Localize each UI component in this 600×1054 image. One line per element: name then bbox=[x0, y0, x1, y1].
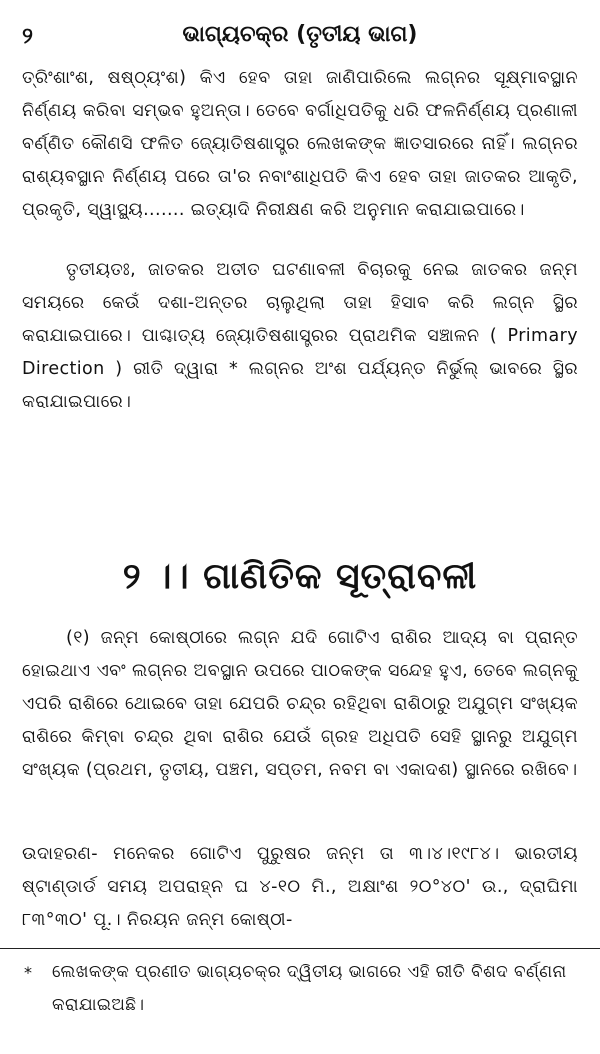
section-paragraph-2: ଉଦାହରଣ- ମନେକର ଗୋଟିଏ ପୁରୁଷର ଜନ୍ମ ତା ୩।୪।୧୯୮୪। ଭାରତୀୟ ଷ୍ଟାଣ୍ଡାର୍ଡ ସମୟ ଅପରାହ୍ନ ଘ ୪-୧୦ ମି., ଅକ୍ଷାଂଶ ୨୦°୪୦' ଉ., ଦ୍ରାଘିମା ୮୩°୩୦' ପୂ.। ନିରୟନ ଜନ୍ମ କୋଷ୍ଠୀ- bbox=[22, 844, 578, 930]
section-heading: ୨ ।। ଗାଣିତିକ ସୂତ୍ରାବଳୀ bbox=[122, 555, 478, 597]
body-paragraph-2: ତୃତୀୟତଃ, ଜାତକର ଅତୀତ ଘଟଣାବଳୀ ବିଚାରକୁ ନେଇ ଜାତକର ଜନ୍ମ ସମୟରେ କେଉଁ ଦଶା-ଅନ୍ତର ଚାଲୁଥିଲା ତାହା ହିସାବ କରି ଲଗ୍ନ ସ୍ଥିର କରାଯାଇପାରେ। ପାଶ୍ଚାତ୍ୟ ଜ୍ୟୋତିଷଶାସ୍ତ୍ରର ପ୍ରାଥମିକ ସଞ୍ଚାଳନ ( Primary Direction ) ରୀତି ଦ୍ୱାରା * ଲଗ୍ନର ଅଂଶ ପର୍ଯ୍ୟନ୍ତ ନିର୍ଭୁଲ୍ ଭାବରେ ସ୍ଥିର କରାଯାଇପାରେ। bbox=[22, 260, 578, 412]
footnote-divider bbox=[0, 948, 600, 949]
footnote-text: ଲେଖକଙ୍କ ପ୍ରଣୀତ ଭାଗ୍ୟଚକ୍ର ଦ୍ୱିତୀୟ ଭାଗରେ ଏହି ରୀତି ବିଶଦ ବର୍ଣ୍ଣନା କରାଯାଇଅଛି। bbox=[52, 962, 567, 1015]
running-header-title: ଭାଗ୍ୟଚକ୍ର (ତୃତୀୟ ଭାଗ) bbox=[182, 22, 418, 47]
footnote bbox=[22, 956, 578, 1022]
body-paragraph-1: ତ୍ରିଂଶାଂଶ, ଷଷ୍ଠ୍ୟଂଶ) କିଏ ହେବ ତାହା ଜାଣିପାରିଲେ ଲଗ୍ନର ସୂକ୍ଷ୍ମାବସ୍ଥାନ ନିର୍ଣ୍ଣୟ କରିବା ସମ୍ଭବ ହୁଅନ୍ତା। ତେବେ ବର୍ଗାଧିପତିକୁ ଧରି ଫଳନିର୍ଣ୍ଣୟ ପ୍ରଣାଳୀ ବର୍ଣ୍ଣିତ କୌଣସି ଫଳିତ ଜ୍ୟୋତିଷଶାସ୍ତ୍ର ଲେଖକଙ୍କ ଜ୍ଞାତସାରରେ ନାହିଁ। ଲଗ୍ନର ରାଶ୍ୟବସ୍ଥାନ ନିର୍ଣ୍ଣୟ ପରେ ତା'ର ନବାଂଶାଧିପତି କିଏ ହେବ ତାହା ଜାତକର ଆକୃତି, ପ୍ରକୃତି, ସ୍ୱାସ୍ଥ୍ୟ....... ଇତ୍ୟାଦି ନିରୀକ୍ଷଣ କରି ଅନୁମାନ କରାଯାଇପାରେ। bbox=[22, 68, 578, 220]
running-header bbox=[22, 22, 578, 56]
footnote-marker: * bbox=[24, 963, 32, 982]
section-paragraph-1: (୧) ଜନ୍ମ କୋଷ୍ଠୀରେ ଲଗ୍ନ ଯଦି ଗୋଟିଏ ରାଶିର ଆଦ୍ୟ ବା ପ୍ରାନ୍ତ ହୋଇଥାଏ ଏବଂ ଲଗ୍ନର ଅବସ୍ଥାନ ଉପରେ ପାଠକଙ୍କ ସନ୍ଦେହ ହୁଏ, ତେବେ ଲଗ୍ନକୁ ଏପରି ରାଶିରେ ଥୋଇବେ ତାହା ଯେପରି ଚନ୍ଦ୍ର ରହିଥିବା ରାଶିଠାରୁ ଅଯୁଗ୍ମ ସଂଖ୍ୟକ ରାଶିରେ କିମ୍ବା ଚନ୍ଦ୍ର ଥିବା ରାଶିର ଯେଉଁ ଗ୍ରହ ଅଧିପତି ସେହି ସ୍ଥାନରୁ ଅଯୁଗ୍ମ ସଂଖ୍ୟକ (ପ୍ରଥମ, ତୃତୀୟ, ପଞ୍ଚମ, ସପ୍ତମ, ନବମ ବା ଏକାଦଶ) ସ୍ଥାନରେ ରଖିବେ। bbox=[22, 628, 578, 780]
page-number: ୨ bbox=[22, 24, 33, 49]
